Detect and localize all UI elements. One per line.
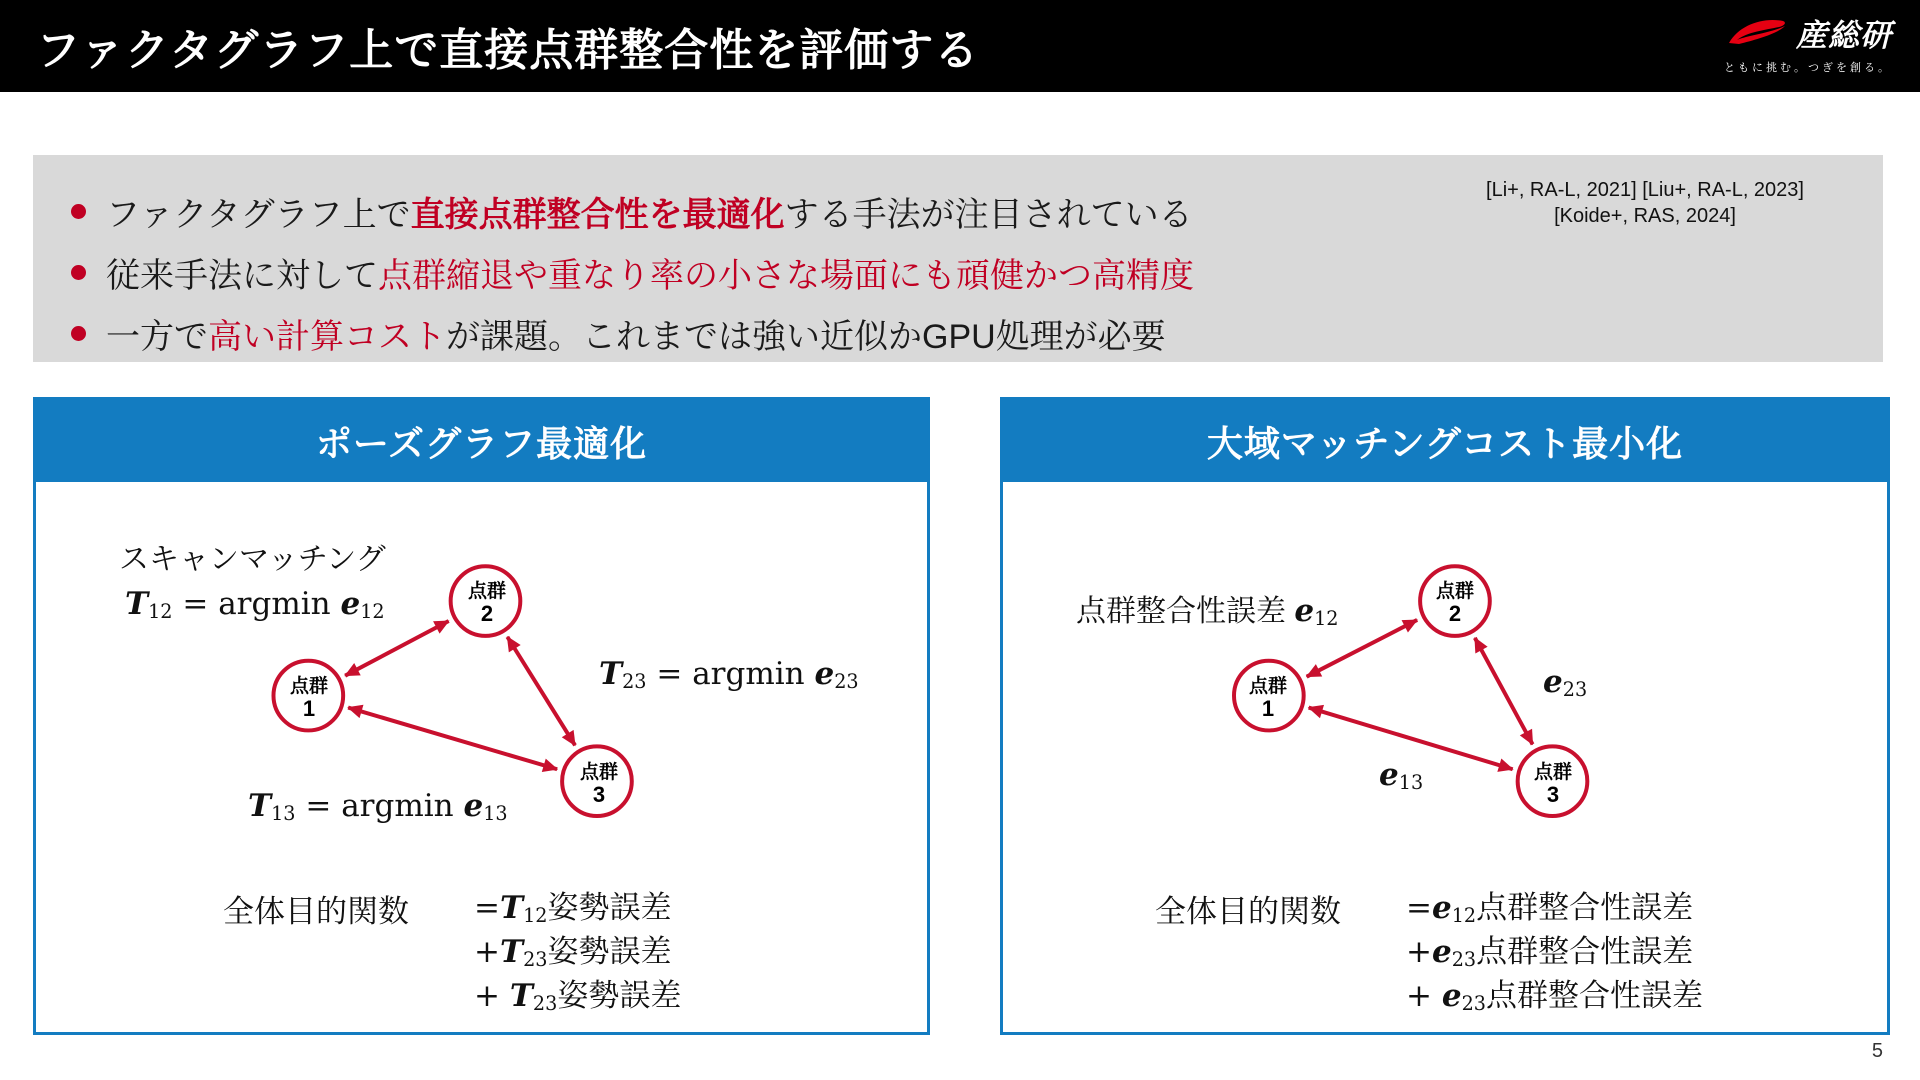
aist-logo-text: 産総研 xyxy=(1796,17,1892,53)
summary-box xyxy=(33,155,1883,362)
bullet-text-segment: する手法が注目されている xyxy=(784,196,1193,234)
bullet-item xyxy=(71,242,1194,303)
node-label: 点群 1 xyxy=(289,676,328,721)
edge-label-e13: $e_{13}$ xyxy=(1379,757,1424,795)
objective-line: $+e_{23}$点群整合性誤差 xyxy=(1406,934,1694,972)
citation-line: [Koide+, RAS, 2024] xyxy=(1554,205,1736,227)
bullet-text-segment: 高い計算コスト xyxy=(208,318,446,356)
formula-t13: $T_{13} = argmin$ $e_{13}$ xyxy=(248,788,508,826)
formula-t23: $T_{23} = argmin$ $e_{23}$ xyxy=(599,656,859,694)
node-label: 点群 2 xyxy=(1435,581,1474,626)
bullet-dot-icon xyxy=(71,265,86,280)
bullet-dot-icon xyxy=(71,326,86,341)
graph-edges xyxy=(345,621,575,769)
node-label: 点群 2 xyxy=(467,581,506,626)
bullet-text-segment: 点群縮退や重なり率の小さな場面にも頑健かつ高精度 xyxy=(378,257,1194,295)
bullet-text-segment: 一方で xyxy=(106,318,208,356)
bullet-text-segment: ファクタグラフ上で xyxy=(106,196,411,234)
objective-lines xyxy=(474,886,681,1018)
bullet-item xyxy=(71,181,1194,242)
node-label: 点群 1 xyxy=(1248,676,1287,721)
edge-label-e23: $e_{23}$ xyxy=(1543,664,1588,702)
formula-t12: $T_{12} = argmin$ $e_{12}$ xyxy=(125,586,385,624)
page-number: 5 xyxy=(1871,1040,1883,1062)
consistency-error-label: 点群整合性誤差 $e_{12}$ xyxy=(1076,593,1339,631)
panel-global-matching xyxy=(1000,397,1890,1035)
aist-logo-mark-icon xyxy=(1727,16,1789,55)
node-label: 点群 3 xyxy=(579,762,618,807)
aist-logo xyxy=(1724,16,1892,75)
objective-lines xyxy=(1406,886,1703,1018)
header-bar xyxy=(0,0,1920,92)
panel-global-matching-title: 大域マッチングコスト最小化 xyxy=(1003,400,1887,482)
scan-matching-label: スキャンマッチング xyxy=(119,543,386,576)
objective-line: + $T_{23}$姿勢誤差 xyxy=(474,978,682,1016)
bullet-item xyxy=(71,303,1194,364)
bullet-text-segment: が課題。これまでは強い近似かGPU処理が必要 xyxy=(446,318,1166,356)
objective-line: $=e_{12}$点群整合性誤差 xyxy=(1406,890,1694,928)
bullet-list xyxy=(71,181,1194,364)
graph-edges xyxy=(1307,620,1533,769)
citations xyxy=(1430,177,1860,229)
node-label: 点群 3 xyxy=(1533,762,1572,807)
panel-pose-graph-title: ポーズグラフ最適化 xyxy=(36,400,927,482)
objective-line: $+T_{23}$姿勢誤差 xyxy=(474,934,672,972)
bullet-dot-icon xyxy=(71,204,86,219)
objective-line: $=T_{12}$姿勢誤差 xyxy=(474,890,672,928)
bullet-text-segment: 従来手法に対して xyxy=(106,257,378,295)
panel-pose-graph xyxy=(33,397,930,1035)
objective-label: 全体目的関数 xyxy=(223,894,409,929)
aist-logo-tagline: ともに挑む。つぎを創る。 xyxy=(1724,62,1892,74)
slide-title: ファクタグラフ上で直接点群整合性を評価する xyxy=(36,26,980,75)
objective-label: 全体目的関数 xyxy=(1155,894,1341,929)
objective-line: + $e_{23}$点群整合性誤差 xyxy=(1406,978,1704,1016)
bullet-text-segment: 直接点群整合性を最適化 xyxy=(410,196,785,234)
citation-line: [Li+, RA-L, 2021] [Liu+, RA-L, 2023] xyxy=(1486,179,1804,201)
